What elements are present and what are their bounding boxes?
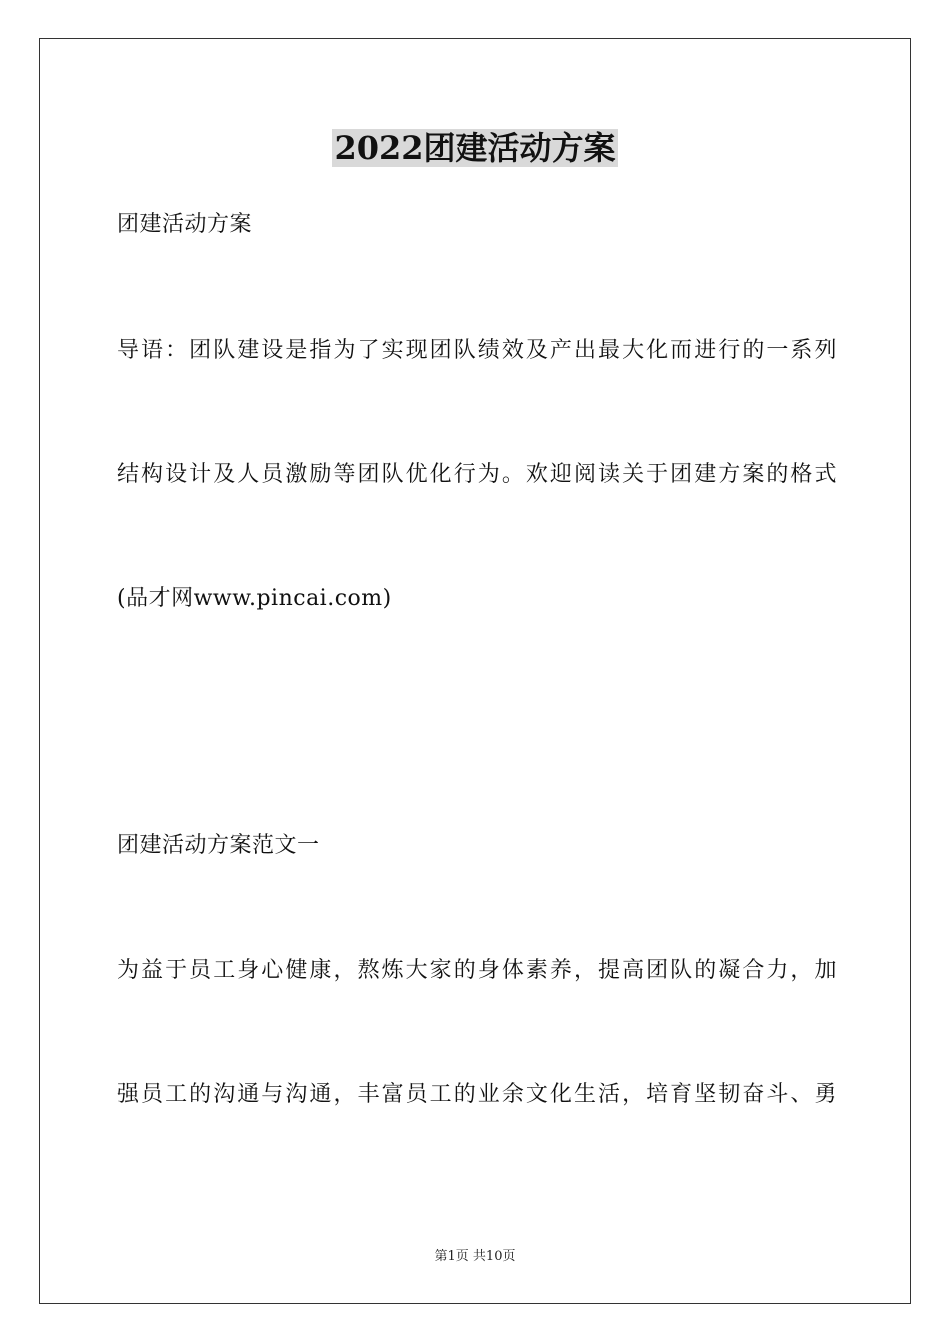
body-line: 强员工的沟通与沟通，丰富员工的业余文化生活，培育坚韧奋斗、勇 [117,1082,837,1107]
page-footer: 第1页 共10页 [434,1249,516,1264]
body-line-link: (品才网www.pincai.com) [117,586,392,611]
body-line: 结构设计及人员激励等团队优化行为。欢迎阅读关于团建方案的格式 [117,462,837,487]
body-line: 导语：团队建设是指为了实现团队绩效及产出最大化而进行的一系列 [117,338,837,363]
body-line: 为益于员工身心健康，熬炼大家的身体素养，提高团队的凝合力，加 [117,958,837,983]
subtitle-line: 团建活动方案 [117,212,253,237]
document-title [0,128,950,168]
document-title-text: 2022团建活动方案 [334,129,616,167]
section-heading: 团建活动方案范文一 [117,833,320,858]
